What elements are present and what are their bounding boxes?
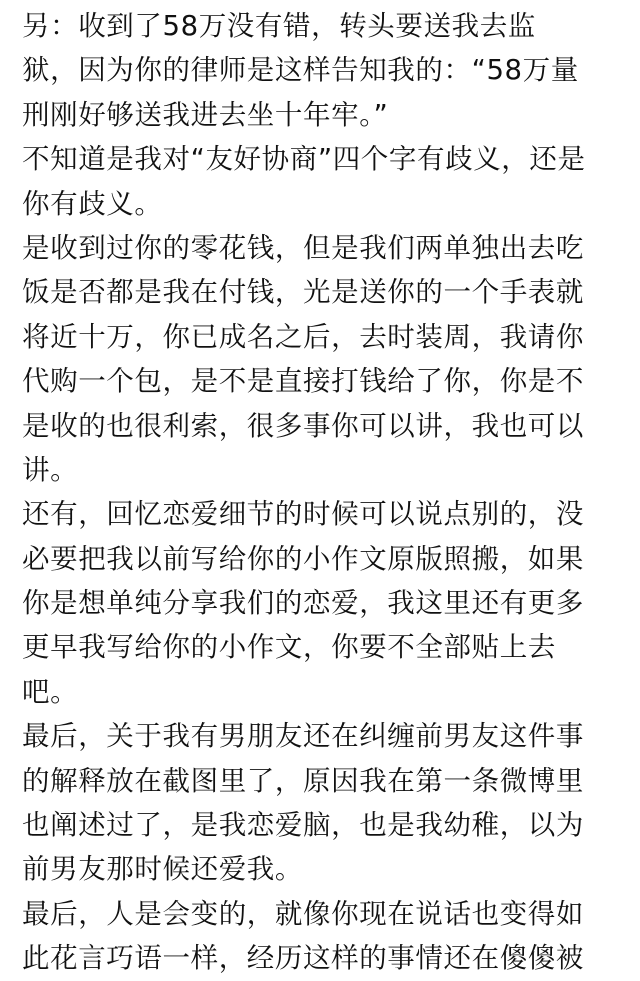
text-line: 饭是否都是我在付钱，光是送你的一个手表就 <box>22 276 584 309</box>
text-line: 是收的也很利索，很多事你可以讲，我也可以 <box>22 409 584 442</box>
text-line: 更早我写给你的小作文，你要不全部贴上去 <box>22 631 556 664</box>
text-line: 最后，关于我有男朋友还在纠缠前男友这件事 <box>22 720 584 753</box>
text-line: 不知道是我对“友好协商”四个字有歧义，还是 <box>22 143 586 176</box>
text-line: 将近十万，你已成名之后，去时装周，我请你 <box>22 320 584 353</box>
text-line: 也阐述过了，是我恋爱脑，也是我幼稚，以为 <box>22 809 584 842</box>
text-line: 吧。 <box>22 675 79 708</box>
text-line: 还有，回忆恋爱细节的时候可以说点别的，没 <box>22 498 584 531</box>
text-line: 最后，人是会变的，就像你现在说话也变得如 <box>22 897 584 930</box>
text-line: 另：收到了58万没有错，转头要送我去监 <box>22 10 536 42</box>
text-line: 此花言巧语一样，经历这样的事情还在傻傻被 <box>22 942 584 975</box>
text-line: 你有歧义。 <box>22 187 163 220</box>
text-line: 狱，因为你的律师是这样告知我的：“58万量 <box>22 54 579 87</box>
text-line: 代购一个包，是不是直接打钱给了你，你是不 <box>22 365 584 398</box>
text-line: 你是想单纯分享我们的恋爱，我这里还有更多 <box>22 587 584 620</box>
text-line: 讲。 <box>22 453 79 486</box>
text-line: 刑刚好够送我进去坐十年牢。” <box>22 98 389 131</box>
text-line: 必要把我以前写给你的小作文原版照搬，如果 <box>22 542 584 575</box>
document-body <box>22 4 622 981</box>
text-line: 的解释放在截图里了，原因我在第一条微博里 <box>22 764 584 797</box>
text-line: 前男友那时候还爱我。 <box>22 853 303 886</box>
text-line: 是收到过你的零花钱，但是我们两单独出去吃 <box>22 231 584 264</box>
